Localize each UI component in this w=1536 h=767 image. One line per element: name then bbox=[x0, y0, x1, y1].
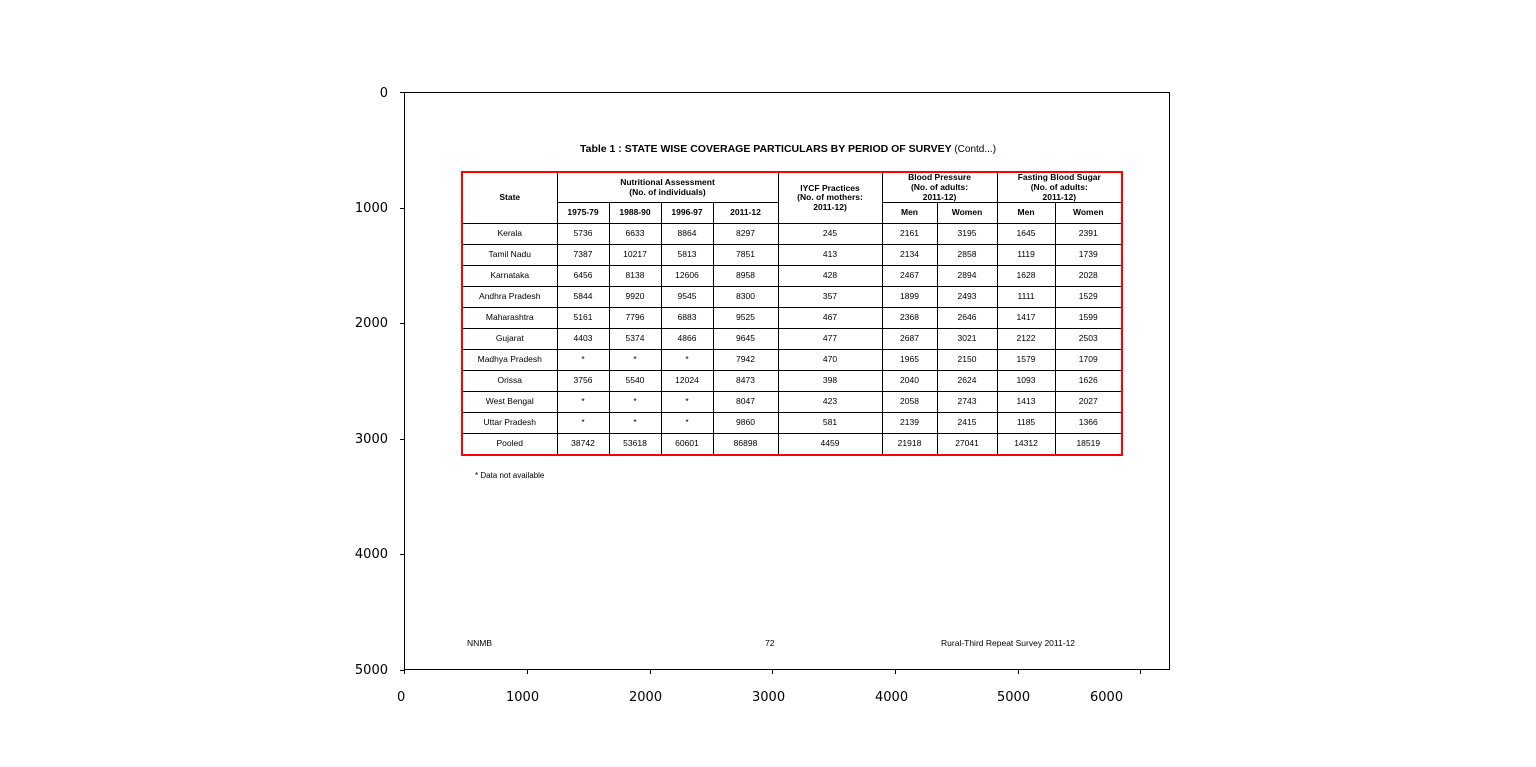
th-fbs-women: Women bbox=[1055, 203, 1122, 224]
th-bp-line2: (No. of adults: bbox=[910, 181, 969, 192]
th-nutritional-assessment bbox=[557, 172, 778, 203]
cell-value: 1366 bbox=[1055, 413, 1122, 434]
cell-value: 1413 bbox=[997, 392, 1055, 413]
cell-value: 5161 bbox=[557, 308, 609, 329]
cell-value: 8473 bbox=[713, 371, 778, 392]
cell-value: 413 bbox=[778, 245, 882, 266]
cell-value: * bbox=[609, 392, 661, 413]
cell-value: 2391 bbox=[1055, 224, 1122, 245]
cell-value: 7796 bbox=[609, 308, 661, 329]
table-body bbox=[462, 224, 1122, 456]
footer-page-number: 72 bbox=[765, 638, 775, 648]
y-tick-1000: 1000 bbox=[354, 201, 388, 216]
x-tick-5000: 5000 bbox=[997, 690, 1031, 705]
document-page bbox=[405, 93, 1171, 671]
cell-value: 5374 bbox=[609, 329, 661, 350]
cell-value: 1899 bbox=[882, 287, 937, 308]
cell-value: 1965 bbox=[882, 350, 937, 371]
cell-value: 8864 bbox=[661, 224, 713, 245]
cell-value: 12606 bbox=[661, 266, 713, 287]
cell-value: 4403 bbox=[557, 329, 609, 350]
cell-value: 6633 bbox=[609, 224, 661, 245]
cell-value: 428 bbox=[778, 266, 882, 287]
plot-area bbox=[404, 92, 1170, 670]
th-period-3: 1996-97 bbox=[661, 203, 713, 224]
cell-value: 1709 bbox=[1055, 350, 1122, 371]
cell-value: * bbox=[609, 413, 661, 434]
cell-value: 8300 bbox=[713, 287, 778, 308]
th-iycf-line3: 2011-12) bbox=[813, 202, 847, 213]
cell-state: Pooled bbox=[462, 434, 557, 456]
th-na-line2: (No. of individuals) bbox=[629, 186, 706, 197]
cell-value: 4459 bbox=[778, 434, 882, 456]
th-iycf-line1: IYCF Practices bbox=[800, 182, 860, 193]
x-tick-1000: 1000 bbox=[506, 690, 540, 705]
cell-value: 477 bbox=[778, 329, 882, 350]
cell-value: 2122 bbox=[997, 329, 1055, 350]
x-tick-3000: 3000 bbox=[752, 690, 786, 705]
cell-value: 2624 bbox=[937, 371, 997, 392]
cell-value: * bbox=[609, 350, 661, 371]
cell-value: 2687 bbox=[882, 329, 937, 350]
cell-value: 1579 bbox=[997, 350, 1055, 371]
th-fbs-line2: (No. of adults: bbox=[1030, 181, 1088, 192]
cell-value: 53618 bbox=[609, 434, 661, 456]
cell-value: 423 bbox=[778, 392, 882, 413]
cell-value: 6456 bbox=[557, 266, 609, 287]
cell-value: 2368 bbox=[882, 308, 937, 329]
th-period-1: 1975-79 bbox=[557, 203, 609, 224]
x-tick-0: 0 bbox=[397, 690, 406, 705]
th-bp-line1: Blood Pressure bbox=[908, 172, 971, 182]
cell-state: Uttar Pradesh bbox=[462, 413, 557, 434]
cell-value: 2743 bbox=[937, 392, 997, 413]
cell-value: 467 bbox=[778, 308, 882, 329]
th-period-2: 1988-90 bbox=[609, 203, 661, 224]
page-title bbox=[405, 143, 1171, 155]
cell-value: 8047 bbox=[713, 392, 778, 413]
table-row bbox=[462, 413, 1122, 434]
cell-value: 4866 bbox=[661, 329, 713, 350]
page-title-main: Table 1 : STATE WISE COVERAGE PARTICULARS BY PERIOD OF SURVEY bbox=[579, 143, 952, 155]
table-row bbox=[462, 224, 1122, 245]
y-tick-4000: 4000 bbox=[354, 547, 388, 562]
cell-value: 7942 bbox=[713, 350, 778, 371]
cell-value: 2058 bbox=[882, 392, 937, 413]
cell-value: 2493 bbox=[937, 287, 997, 308]
th-na-line1: Nutritional Assessment bbox=[620, 176, 715, 187]
cell-value: 9920 bbox=[609, 287, 661, 308]
th-bp-women: Women bbox=[937, 203, 997, 224]
cell-value: 2134 bbox=[882, 245, 937, 266]
page-title-contd: (Contd...) bbox=[954, 144, 997, 155]
cell-value: 7387 bbox=[557, 245, 609, 266]
cell-value: 9860 bbox=[713, 413, 778, 434]
cell-value: 2161 bbox=[882, 224, 937, 245]
cell-value: 2028 bbox=[1055, 266, 1122, 287]
table-row bbox=[462, 434, 1122, 456]
cell-value: 7851 bbox=[713, 245, 778, 266]
cell-value: 2150 bbox=[937, 350, 997, 371]
cell-value: 1626 bbox=[1055, 371, 1122, 392]
cell-value: 2415 bbox=[937, 413, 997, 434]
cell-value: 398 bbox=[778, 371, 882, 392]
cell-value: 14312 bbox=[997, 434, 1055, 456]
data-table-container bbox=[461, 171, 1121, 456]
th-fbs-line3: 2011-12) bbox=[1042, 191, 1077, 202]
th-blood-pressure bbox=[882, 172, 997, 203]
y-tick-2000: 2000 bbox=[354, 316, 388, 331]
table-row bbox=[462, 245, 1122, 266]
cell-value: 1599 bbox=[1055, 308, 1122, 329]
x-tick-2000: 2000 bbox=[629, 690, 663, 705]
cell-value: 357 bbox=[778, 287, 882, 308]
cell-value: * bbox=[557, 350, 609, 371]
cell-value: 5844 bbox=[557, 287, 609, 308]
table-row bbox=[462, 308, 1122, 329]
cell-value: 9545 bbox=[661, 287, 713, 308]
th-period-4: 2011-12 bbox=[713, 203, 778, 224]
cell-value: 5813 bbox=[661, 245, 713, 266]
cell-value: 245 bbox=[778, 224, 882, 245]
cell-value: 1185 bbox=[997, 413, 1055, 434]
cell-value: 1417 bbox=[997, 308, 1055, 329]
cell-value: 2646 bbox=[937, 308, 997, 329]
cell-value: 1119 bbox=[997, 245, 1055, 266]
th-fasting-blood-sugar bbox=[997, 172, 1122, 203]
cell-state: Karnataka bbox=[462, 266, 557, 287]
cell-value: * bbox=[661, 392, 713, 413]
cell-value: 1645 bbox=[997, 224, 1055, 245]
cell-value: 5540 bbox=[609, 371, 661, 392]
cell-state: Maharashtra bbox=[462, 308, 557, 329]
th-bp-line3: 2011-12) bbox=[922, 191, 957, 202]
cell-value: 3756 bbox=[557, 371, 609, 392]
cell-value: 86898 bbox=[713, 434, 778, 456]
cell-value: 9525 bbox=[713, 308, 778, 329]
cell-value: 470 bbox=[778, 350, 882, 371]
cell-value: 10217 bbox=[609, 245, 661, 266]
cell-value: 18519 bbox=[1055, 434, 1122, 456]
cell-value: 8958 bbox=[713, 266, 778, 287]
coverage-table bbox=[461, 171, 1123, 456]
cell-value: 8297 bbox=[713, 224, 778, 245]
cell-state: Tamil Nadu bbox=[462, 245, 557, 266]
cell-value: * bbox=[661, 350, 713, 371]
table-row bbox=[462, 287, 1122, 308]
cell-value: 1111 bbox=[997, 287, 1055, 308]
cell-value: * bbox=[557, 392, 609, 413]
cell-value: 2858 bbox=[937, 245, 997, 266]
footnote: * Data not available bbox=[475, 471, 545, 480]
cell-state: West Bengal bbox=[462, 392, 557, 413]
cell-state: Kerala bbox=[462, 224, 557, 245]
cell-value: 27041 bbox=[937, 434, 997, 456]
cell-value: 2894 bbox=[937, 266, 997, 287]
cell-value: 2040 bbox=[882, 371, 937, 392]
table-row bbox=[462, 392, 1122, 413]
cell-value: 3021 bbox=[937, 329, 997, 350]
cell-value: 1628 bbox=[997, 266, 1055, 287]
cell-value: 2139 bbox=[882, 413, 937, 434]
x-tick-6000: 6000 bbox=[1090, 690, 1124, 705]
y-tick-0: 0 bbox=[379, 86, 388, 101]
cell-value: 1739 bbox=[1055, 245, 1122, 266]
cell-value: 38742 bbox=[557, 434, 609, 456]
cell-value: 5736 bbox=[557, 224, 609, 245]
cell-value: 1529 bbox=[1055, 287, 1122, 308]
cell-value: 3195 bbox=[937, 224, 997, 245]
cell-value: 6883 bbox=[661, 308, 713, 329]
cell-state: Madhya Pradesh bbox=[462, 350, 557, 371]
cell-state: Orissa bbox=[462, 371, 557, 392]
cell-state: Andhra Pradesh bbox=[462, 287, 557, 308]
footer-right: Rural-Third Repeat Survey 2011-12 bbox=[941, 638, 1076, 648]
table-header-row bbox=[462, 172, 1122, 203]
y-tick-5000: 5000 bbox=[354, 663, 388, 678]
cell-value: 60601 bbox=[661, 434, 713, 456]
cell-value: 2467 bbox=[882, 266, 937, 287]
cell-value: * bbox=[661, 413, 713, 434]
cell-value: 1093 bbox=[997, 371, 1055, 392]
cell-value: 9645 bbox=[713, 329, 778, 350]
cell-value: 8138 bbox=[609, 266, 661, 287]
cell-value: 21918 bbox=[882, 434, 937, 456]
table-row bbox=[462, 350, 1122, 371]
th-state: State bbox=[462, 172, 557, 224]
cell-value: 2027 bbox=[1055, 392, 1122, 413]
cell-value: 581 bbox=[778, 413, 882, 434]
th-bp-men: Men bbox=[882, 203, 937, 224]
th-iycf bbox=[778, 172, 882, 224]
table-row bbox=[462, 371, 1122, 392]
th-iycf-line2: (No. of mothers: bbox=[797, 192, 863, 203]
th-fbs-line1: Fasting Blood Sugar bbox=[1017, 172, 1101, 182]
y-tick-3000: 3000 bbox=[354, 432, 388, 447]
table-row bbox=[462, 329, 1122, 350]
cell-value: 2503 bbox=[1055, 329, 1122, 350]
th-fbs-men: Men bbox=[997, 203, 1055, 224]
x-tick-4000: 4000 bbox=[875, 690, 909, 705]
cell-state: Gujarat bbox=[462, 329, 557, 350]
table-row bbox=[462, 266, 1122, 287]
footer-left: NNMB bbox=[467, 638, 493, 648]
cell-value: * bbox=[557, 413, 609, 434]
cell-value: 12024 bbox=[661, 371, 713, 392]
